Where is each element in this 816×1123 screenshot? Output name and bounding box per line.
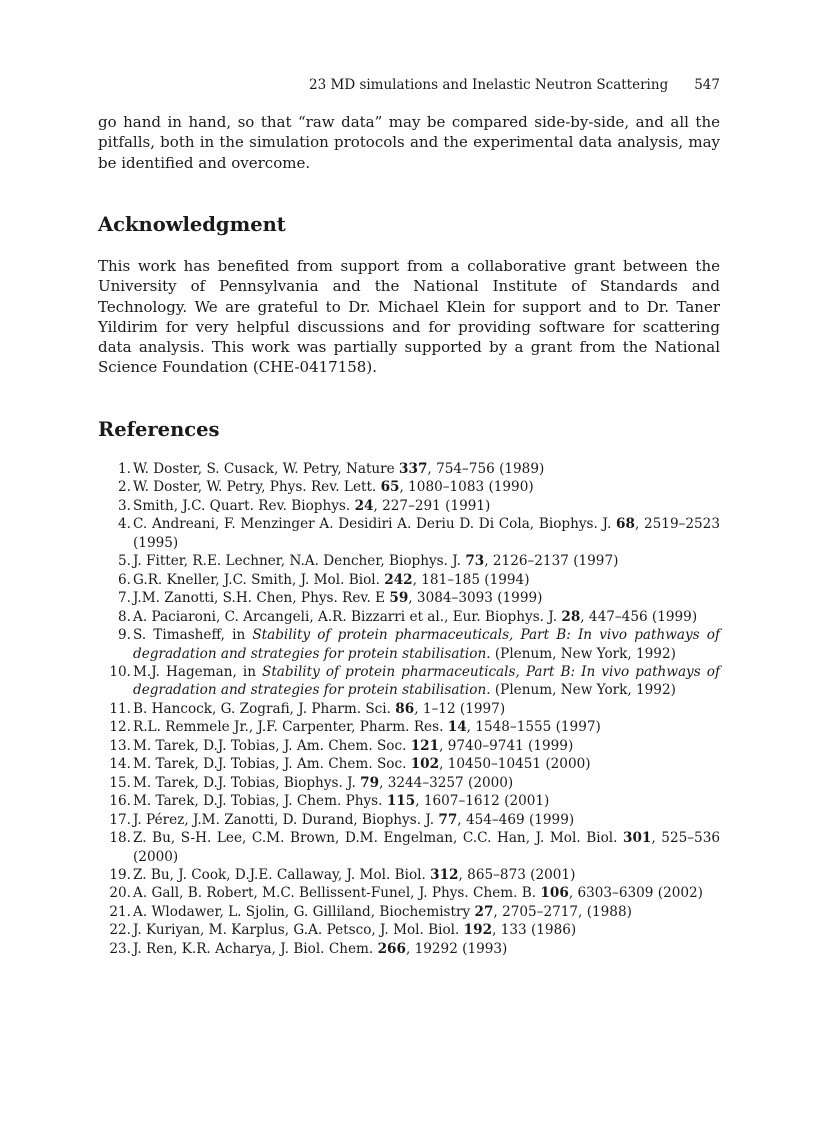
reference-text xyxy=(133,478,720,496)
reference-item xyxy=(98,497,720,515)
reference-volume: 14 xyxy=(447,719,467,736)
reference-citation: W. Doster, S. Cusack, W. Petry, Nature xyxy=(133,461,400,477)
reference-number: 14. xyxy=(109,756,131,773)
reference-item xyxy=(98,552,720,570)
reference-number: 18. xyxy=(109,830,131,847)
reference-text xyxy=(133,884,720,902)
reference-text xyxy=(133,866,720,884)
reference-pages-year: (Plenum, New York, 1992) xyxy=(490,682,676,699)
reference-citation: M. Tarek, D.J. Tobias, Biophys. J. xyxy=(133,774,361,791)
reference-citation: S. Timasheff, in xyxy=(133,627,253,644)
reference-number: 11. xyxy=(109,700,131,717)
reference-number: 15. xyxy=(109,774,131,791)
reference-text xyxy=(133,460,720,478)
reference-pages-year: , 3244–3257 (2000) xyxy=(379,774,514,791)
reference-item xyxy=(98,866,720,884)
reference-number: 23. xyxy=(109,940,131,957)
reference-text xyxy=(133,497,720,515)
reference-citation: M. Tarek, D.J. Tobias, J. Am. Chem. Soc. xyxy=(133,756,411,773)
reference-volume: 73 xyxy=(465,553,485,570)
references-heading: References xyxy=(98,418,220,441)
reference-citation: M.J. Hageman, in xyxy=(133,663,263,680)
reference-item xyxy=(98,940,720,958)
reference-volume: 79 xyxy=(360,774,380,791)
reference-citation: J. Fitter, R.E. Lechner, N.A. Dencher, Biophys. J. xyxy=(133,553,466,570)
reference-pages-year: , 754–756 (1989) xyxy=(427,461,545,477)
reference-number: 7. xyxy=(118,590,131,607)
reference-volume: 192 xyxy=(463,922,493,939)
reference-text xyxy=(133,552,720,570)
reference-item xyxy=(98,737,720,755)
reference-pages-year: , 133 (1986) xyxy=(492,922,577,939)
reference-item xyxy=(98,515,720,552)
reference-list xyxy=(98,460,720,958)
reference-number: 9. xyxy=(118,627,131,644)
reference-text xyxy=(133,571,720,589)
reference-text xyxy=(133,737,720,755)
reference-citation: A. Wlodawer, L. Sjolin, G. Gilliland, Biochemistry xyxy=(133,903,475,920)
reference-citation: B. Hancock, G. Zografi, J. Pharm. Sci. xyxy=(133,700,396,717)
reference-pages-year: , 865–873 (2001) xyxy=(458,866,576,883)
reference-volume: 312 xyxy=(430,866,459,883)
reference-pages-year: , 447–456 (1999) xyxy=(580,608,698,625)
reference-citation: A. Gall, B. Robert, M.C. Bellissent-Funel, J. Phys. Chem. B. xyxy=(133,885,541,902)
reference-volume: 27 xyxy=(474,903,494,920)
reference-volume: 242 xyxy=(384,571,413,588)
reference-volume: 77 xyxy=(438,811,458,828)
reference-citation: A. Paciaroni, C. Arcangeli, A.R. Bizzarri et al., Eur. Biophys. J. xyxy=(133,608,562,625)
reference-text xyxy=(133,663,720,700)
reference-text xyxy=(133,903,720,921)
reference-item xyxy=(98,718,720,736)
reference-volume: 337 xyxy=(399,461,428,477)
reference-volume: 28 xyxy=(561,608,581,625)
reference-pages-year: , 9740–9741 (1999) xyxy=(439,737,574,754)
reference-text xyxy=(133,589,720,607)
reference-pages-year: , 19292 (1993) xyxy=(405,940,508,957)
reference-pages-year: , 2519–2523 (1995) xyxy=(133,516,720,551)
reference-volume: 121 xyxy=(410,737,440,754)
reference-pages-year: , 10450–10451 (2000) xyxy=(439,756,591,773)
reference-number: 16. xyxy=(109,793,131,810)
reference-number: 4. xyxy=(118,516,131,533)
reference-volume: 115 xyxy=(386,793,416,810)
reference-citation: Smith, J.C. Quart. Rev. Biophys. xyxy=(133,497,355,514)
reference-item xyxy=(98,478,720,496)
reference-citation: J.M. Zanotti, S.H. Chen, Phys. Rev. E xyxy=(133,590,390,607)
reference-volume: 65 xyxy=(380,479,400,496)
reference-text xyxy=(133,921,720,939)
reference-number: 19. xyxy=(109,866,131,883)
reference-book-title: Stability of protein pharmaceuticals, Part B: In vivo pathways of degradation and strategies for protein stabilisation. xyxy=(133,663,720,699)
acknowledgment-heading: Acknowledgment xyxy=(98,213,286,236)
intro-paragraph: go hand in hand, so that “raw data” may be compared side-by-side, and all the pitfalls, both in the simulation protocols and the experimental data analysis, may be identified and overcome. xyxy=(98,113,720,172)
reference-pages-year: , 525–536 (2000) xyxy=(133,830,720,865)
reference-volume: 86 xyxy=(395,700,415,717)
reference-text xyxy=(133,515,720,552)
reference-text xyxy=(133,755,720,773)
reference-number: 3. xyxy=(118,497,131,514)
reference-volume: 68 xyxy=(616,516,635,533)
reference-item xyxy=(98,589,720,607)
reference-pages-year: , 227–291 (1991) xyxy=(373,497,491,514)
reference-number: 10. xyxy=(109,663,131,680)
running-head xyxy=(98,77,720,93)
reference-text xyxy=(133,829,720,866)
reference-number: 21. xyxy=(109,903,131,920)
reference-text xyxy=(133,626,720,663)
reference-citation: M. Tarek, D.J. Tobias, J. Chem. Phys. xyxy=(133,793,387,810)
reference-volume: 106 xyxy=(540,885,569,902)
reference-item xyxy=(98,663,720,700)
reference-pages-year: , 3084–3093 (1999) xyxy=(408,590,543,607)
reference-citation: M. Tarek, D.J. Tobias, J. Am. Chem. Soc. xyxy=(133,737,411,754)
reference-volume: 59 xyxy=(389,590,409,607)
reference-number: 17. xyxy=(109,811,131,828)
reference-pages-year: , 454–469 (1999) xyxy=(457,811,575,828)
reference-item xyxy=(98,884,720,902)
reference-volume: 24 xyxy=(354,497,374,514)
reference-text xyxy=(133,792,720,810)
reference-text xyxy=(133,718,720,736)
reference-item xyxy=(98,903,720,921)
reference-text xyxy=(133,774,720,792)
running-head-title: 23 MD simulations and Inelastic Neutron Scattering xyxy=(309,77,669,93)
reference-text xyxy=(133,811,720,829)
reference-number: 1. xyxy=(118,461,131,477)
reference-pages-year: , 1607–1612 (2001) xyxy=(415,793,550,810)
reference-volume: 266 xyxy=(377,940,406,957)
reference-item xyxy=(98,755,720,773)
reference-pages-year: , 2705–2717, (1988) xyxy=(493,903,632,920)
reference-item xyxy=(98,608,720,626)
reference-volume: 102 xyxy=(410,756,440,773)
reference-number: 20. xyxy=(109,885,131,902)
reference-pages-year: , 6303–6309 (2002) xyxy=(568,885,703,902)
reference-item xyxy=(98,626,720,663)
reference-citation: C. Andreani, F. Menzinger A. Desidiri A. Deriu D. Di Cola, Biophys. J. xyxy=(133,516,617,533)
acknowledgment-paragraph: This work has benefited from support from a collaborative grant between the University of Pennsylvania and the National Institute of Standards and Technology. We are grateful to Dr. Michael Klein for support and to Dr. Taner Yildirim for very helpful discussions and for providing software for scattering data analysis. This work was partially supported by a grant from the National Science Foundation (CHE-0417158). xyxy=(98,257,720,377)
reference-item xyxy=(98,700,720,718)
reference-citation: J. Ren, K.R. Acharya, J. Biol. Chem. xyxy=(133,940,378,957)
reference-item xyxy=(98,811,720,829)
reference-number: 22. xyxy=(109,922,131,939)
reference-volume: 301 xyxy=(623,830,652,847)
reference-text xyxy=(133,700,720,718)
reference-pages-year: (Plenum, New York, 1992) xyxy=(490,645,676,662)
reference-pages-year: , 2126–2137 (1997) xyxy=(484,553,619,570)
reference-citation: G.R. Kneller, J.C. Smith, J. Mol. Biol. xyxy=(133,571,385,588)
reference-citation: Z. Bu, S-H. Lee, C.M. Brown, D.M. Engelman, C.C. Han, J. Mol. Biol. xyxy=(133,830,624,847)
reference-pages-year: , 1080–1083 (1990) xyxy=(399,479,534,496)
reference-citation: J. Kuriyan, M. Karplus, G.A. Petsco, J. Mol. Biol. xyxy=(133,922,464,939)
reference-number: 12. xyxy=(109,719,131,736)
reference-number: 5. xyxy=(118,553,131,570)
reference-citation: R.L. Remmele Jr., J.F. Carpenter, Pharm. Res. xyxy=(133,719,448,736)
reference-pages-year: , 1–12 (1997) xyxy=(414,700,506,717)
reference-number: 6. xyxy=(118,571,131,588)
reference-pages-year: , 1548–1555 (1997) xyxy=(466,719,601,736)
reference-book-title: Stability of protein pharmaceuticals, Part B: In vivo pathways of degradation and strategies for protein stabilisation. xyxy=(133,627,720,662)
reference-item xyxy=(98,829,720,866)
reference-number: 13. xyxy=(109,737,131,754)
reference-citation: Z. Bu, J. Cook, D.J.E. Callaway, J. Mol. Biol. xyxy=(133,866,431,883)
reference-text xyxy=(133,608,720,626)
reference-item xyxy=(98,571,720,589)
page-number: 547 xyxy=(694,77,720,93)
reference-item xyxy=(98,792,720,810)
reference-citation: W. Doster, W. Petry, Phys. Rev. Lett. xyxy=(133,479,381,496)
reference-item xyxy=(98,921,720,939)
reference-number: 2. xyxy=(118,479,131,496)
reference-item xyxy=(98,774,720,792)
reference-pages-year: , 181–185 (1994) xyxy=(412,571,530,588)
reference-number: 8. xyxy=(118,608,131,625)
reference-item xyxy=(98,460,720,478)
reference-text xyxy=(133,940,720,958)
reference-citation: J. Pérez, J.M. Zanotti, D. Durand, Biophys. J. xyxy=(133,811,439,828)
